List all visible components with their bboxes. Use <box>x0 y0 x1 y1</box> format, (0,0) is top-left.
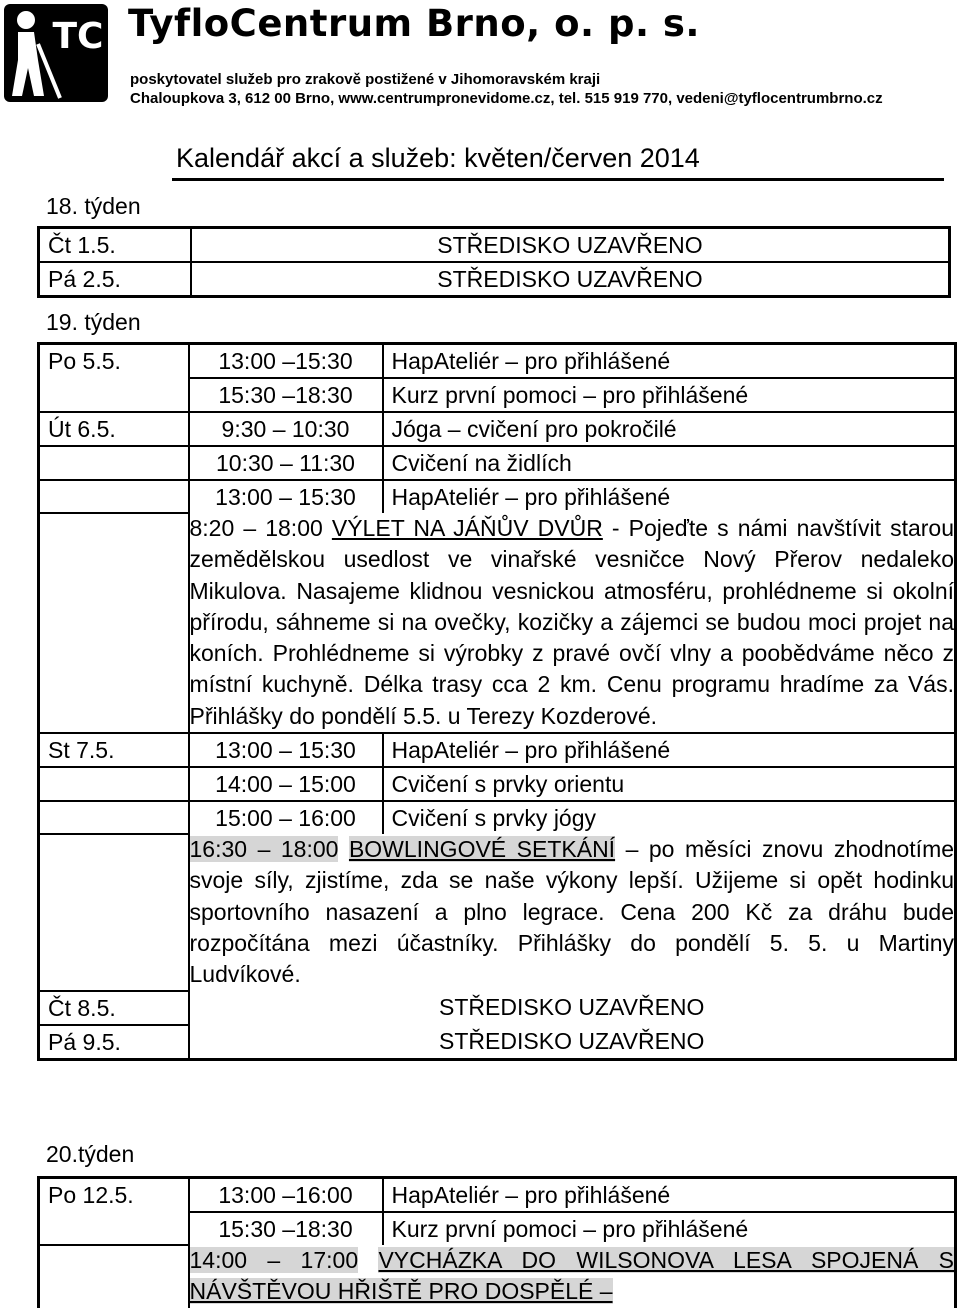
closed-notice: STŘEDISKO UZAVŘENO <box>191 228 950 263</box>
day-label-empty <box>39 801 189 834</box>
org-subtitle <box>130 70 883 108</box>
closed-notice: STŘEDISKO UZAVŘENO <box>191 262 950 297</box>
day-label-empty <box>39 378 189 412</box>
logo <box>4 4 108 102</box>
event-description <box>189 1245 956 1308</box>
week-19-heading: 19. týden <box>46 309 141 335</box>
activity: Jóga – cvičení pro pokročilé <box>383 412 956 446</box>
day-label: St 7.5. <box>39 733 189 767</box>
day-label: Út 6.5. <box>39 412 189 446</box>
event-description <box>189 834 956 990</box>
table-row <box>39 733 956 767</box>
time-slot: 10:30 – 11:30 <box>189 446 383 480</box>
closed-notice: STŘEDISKO UZAVŘENO <box>189 1025 956 1060</box>
table-row <box>39 412 956 446</box>
activity: HapAteliér – pro přihlášené <box>383 733 956 767</box>
org-name: TyfloCentrum Brno, o. p. s. <box>128 2 700 45</box>
week-18-table <box>37 226 951 298</box>
time-slot: 15:30 –18:30 <box>189 1212 383 1245</box>
page-title: Kalendář akcí a služeb: květen/červen 2014 <box>176 143 700 173</box>
activity: Cvičení s prvky orientu <box>383 767 956 801</box>
day-label: Po 12.5. <box>39 1178 189 1213</box>
event-time: 8:20 – 18:00 <box>189 515 323 541</box>
event-description <box>189 513 956 733</box>
day-label: Čt 1.5. <box>39 228 192 263</box>
time-slot: 13:00 –15:30 <box>189 344 383 379</box>
activity: Kurz první pomoci – pro přihlášené <box>383 1212 956 1245</box>
time-slot: 9:30 – 10:30 <box>189 412 383 446</box>
week-18-heading: 18. týden <box>46 193 141 219</box>
event-time: 16:30 – 18:00 <box>189 836 339 863</box>
day-label-empty <box>39 1245 189 1308</box>
activity: HapAteliér – pro přihlášené <box>383 480 956 513</box>
table-row <box>39 446 956 480</box>
day-label-empty <box>39 480 189 513</box>
day-label-empty <box>39 446 189 480</box>
table-row <box>39 991 956 1025</box>
activity: Kurz první pomoci – pro přihlášené <box>383 378 956 412</box>
week-19-table <box>37 342 957 1061</box>
table-row <box>39 228 950 263</box>
org-contact-line: Chaloupkova 3, 612 00 Brno, www.centrumpronevidome.cz, tel. 515 919 770, vedeni@tyflocentrumbrno.cz <box>130 90 883 107</box>
table-row <box>39 1245 956 1308</box>
time-slot: 13:00 –16:00 <box>189 1178 383 1213</box>
table-row <box>39 767 956 801</box>
time-slot: 15:30 –18:30 <box>189 378 383 412</box>
table-row <box>39 480 956 513</box>
time-slot: 13:00 – 15:30 <box>189 480 383 513</box>
title-rule <box>172 178 944 181</box>
time-slot: 15:00 – 16:00 <box>189 801 383 834</box>
table-row <box>39 801 956 834</box>
day-label: Pá 2.5. <box>39 262 192 297</box>
event-title: BOWLINGOVÉ SETKÁNÍ <box>348 836 616 863</box>
event-title: VYCHÁZKA DO WILSONOVA LESA SPOJENÁ S NÁVŠTĚVOU HŘIŠTĚ PRO DOSPĚLÉ – <box>189 1247 955 1305</box>
day-label-empty <box>39 513 189 733</box>
event-title: VÝLET NA JÁŇŮV DVŮR <box>331 515 603 541</box>
table-row <box>39 1178 956 1213</box>
day-label-empty <box>39 1212 189 1245</box>
event-text: – po měsíci znovu zhodnotíme svoje síly, zjistíme, zda se naše výkony lepší. Užijeme si opět hodinku sportovního nasazení a plno legrace. Cena 200 Kč za dráhu bude rozpočítána mezi účastníky. Přihlášky do pondělí 5. 5. u Martiny Ludvíkové. <box>189 836 955 988</box>
table-row <box>39 1212 956 1245</box>
day-label: Po 5.5. <box>39 344 189 379</box>
table-row <box>39 378 956 412</box>
activity: Cvičení s prvky jógy <box>383 801 956 834</box>
week-20-table <box>37 1176 957 1308</box>
event-time: 14:00 – 17:00 <box>189 1247 359 1273</box>
time-slot: 13:00 – 15:30 <box>189 733 383 767</box>
day-label: Čt 8.5. <box>39 991 189 1025</box>
blind-person-logo-icon <box>4 4 108 102</box>
table-row <box>39 834 956 990</box>
week-20-heading: 20.týden <box>46 1141 135 1167</box>
day-label-empty <box>39 767 189 801</box>
table-row <box>39 262 950 297</box>
closed-notice: STŘEDISKO UZAVŘENO <box>189 991 956 1025</box>
event-text: - Pojeďte s námi navštívit starou zemědělskou usedlost ve vinařské vesničce Nový Přerov nedaleko Mikulova. Nasajeme klidnou vesnickou atmosféru, prohlédneme si okolní přírodu, sáhneme si na ovečky, kozičky a zájemci se budou moci projet na koních. Prohlédneme si výrobky z pravé ovčí vlny a poobědváme něco z místní kuchyně. Délka trasy cca 2 km. Cenu programu hradíme za Vás. Přihlášky do pondělí 5.5. u Terezy Kozderové. <box>189 515 955 729</box>
day-label-empty <box>39 834 189 990</box>
day-label: Pá 9.5. <box>39 1025 189 1060</box>
activity: HapAteliér – pro přihlášené <box>383 344 956 379</box>
time-slot: 14:00 – 15:00 <box>189 767 383 801</box>
activity: HapAteliér – pro přihlášené <box>383 1178 956 1213</box>
activity: Cvičení na židlích <box>383 446 956 480</box>
table-row <box>39 1025 956 1060</box>
table-row <box>39 344 956 379</box>
logo-text: TC <box>52 16 104 57</box>
org-subtitle-line1: poskytovatel služeb pro zrakově postižené v Jihomoravském kraji <box>130 71 601 88</box>
table-row <box>39 513 956 733</box>
